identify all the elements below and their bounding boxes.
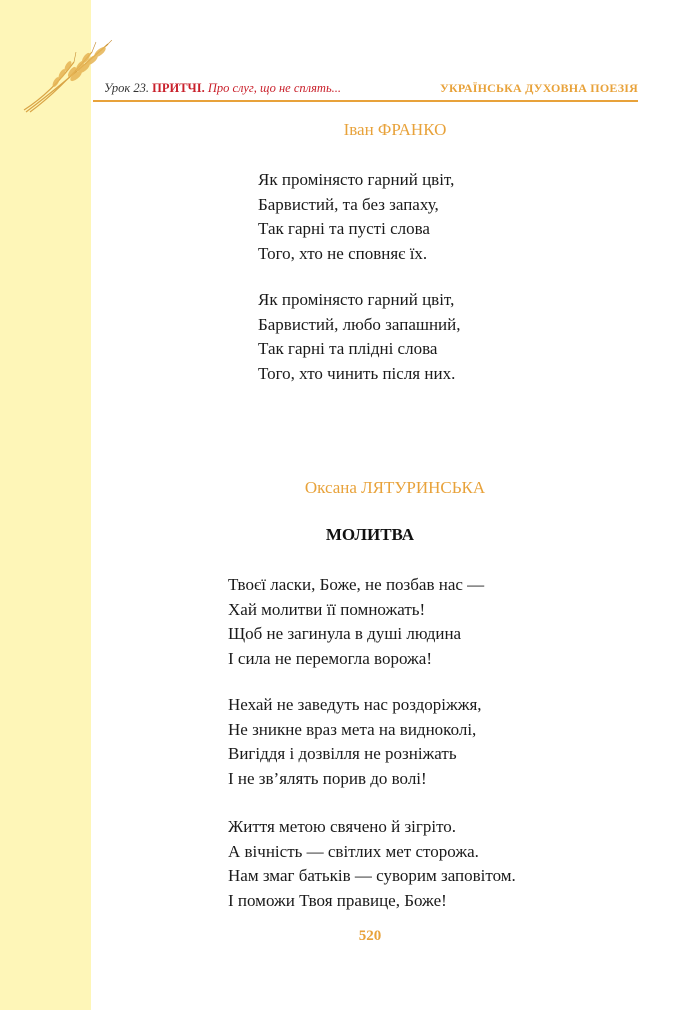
poem-line: І не зв’ялять порив до волі! [228, 768, 427, 788]
poem-line: І сила не перемогла ворожа! [228, 648, 432, 668]
poem-line: Вигiддя і дозвілля не розніжать [228, 744, 457, 763]
poem2-stanza-1 [228, 573, 484, 671]
category-title: УКРАЇНСЬКА ДУХОВНА ПОЕЗІЯ [439, 81, 638, 95]
poem-line: Щоб не загинула в душі людина [228, 624, 462, 643]
poem1-author: Іван ФРАНКО [343, 120, 447, 139]
poem-line: Так гарні та пусті слова [258, 219, 430, 238]
poem-line: Так гарні та плідні слова [258, 339, 438, 358]
poem-line: Того, хто чинить після них. [258, 363, 456, 383]
poem-line: Того, хто не сповняє їх. [258, 243, 428, 263]
poem-line: Як промінясто гарний цвіт, [258, 290, 455, 309]
page-header [104, 81, 638, 99]
poem-line: Барвистий, та без запаху, [258, 194, 439, 214]
poem-line: Як промінясто гарний цвіт, [258, 170, 455, 189]
margin-strip [0, 0, 91, 1010]
poem2-stanza-3 [228, 815, 516, 913]
poem-line: Життя метою свячено й зігріто. [228, 817, 457, 836]
wheat-ears-icon [22, 40, 112, 115]
section-subtitle: Про слуг, що не сплять... [207, 81, 342, 95]
page-number: 520 [358, 928, 382, 944]
poem1-stanza-2 [258, 288, 461, 386]
poem-line: Хай молитви її помножать! [228, 599, 426, 619]
section-name: ПРИТЧІ. [152, 81, 205, 95]
poem2-title: МОЛИТВА [325, 525, 415, 544]
poem1-stanza-1 [258, 168, 454, 266]
poem-line: Барвистий, любо запашний, [258, 314, 461, 334]
poem-line: А вічність — світлих мет сторожа. [228, 841, 479, 861]
poem-line: І поможи Твоя правице, Боже! [228, 890, 447, 910]
poem2-stanza-2 [228, 693, 482, 791]
poem-line: Нехай не заведуть нас роздоріжжя, [228, 695, 482, 714]
poem-line: Нам змаг батьків — суворим заповітом. [228, 866, 516, 885]
header-divider [93, 100, 638, 102]
poem2-author: Оксана ЛЯТУРИНСЬКА [304, 478, 486, 497]
poem-line: Твоєї ласки, Боже, не позбав нас — [228, 575, 485, 594]
poem-line: Не зникне враз мета на видноколі, [228, 719, 477, 739]
lesson-number: Урок 23. [104, 81, 150, 95]
